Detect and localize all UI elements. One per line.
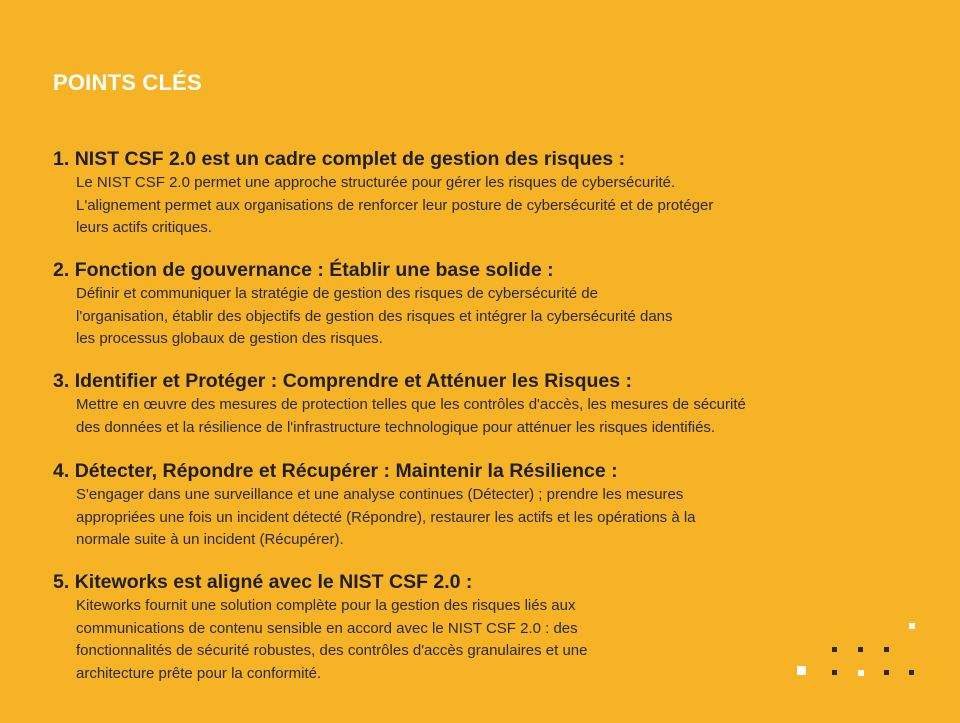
decor-dot xyxy=(884,647,889,652)
body-line: architecture prête pour la conformité. xyxy=(76,664,322,682)
key-point-body xyxy=(76,595,588,685)
key-point-title: Détecter, Répondre et Récupérer : Maintenir la Résilience : xyxy=(74,460,618,482)
key-point-heading xyxy=(53,458,696,484)
body-line: appropriées une fois un incident détecté (Répondre), restaurer les actifs et les opérations à la xyxy=(76,508,696,526)
decor-dot xyxy=(884,670,889,675)
decor-dot xyxy=(858,670,864,676)
page-title: POINTS CLÉS xyxy=(53,70,202,95)
key-point-3 xyxy=(53,368,746,439)
body-line: normale suite à un incident (Récupérer). xyxy=(76,531,344,548)
body-line: fonctionnalités de sécurité robustes, des contrôles d'accès granulaires et une xyxy=(76,642,588,659)
body-line: leurs actifs critiques. xyxy=(76,219,212,236)
decor-dot xyxy=(909,623,915,629)
key-point-2 xyxy=(53,257,673,351)
body-line: Le NIST CSF 2.0 permet une approche structurée pour gérer les risques de cybersécurité. xyxy=(76,174,676,191)
body-line: communications de contenu sensible en accord avec le NIST CSF 2.0 : des xyxy=(76,619,578,637)
body-line: l'organisation, établir des objectifs de gestion des risques et intégrer la cybersécurité dans xyxy=(76,307,673,325)
body-line: Kiteworks fournit une solution complète pour la gestion des risques liés aux xyxy=(76,597,576,614)
body-line: L'alignement permet aux organisations de renforcer leur posture de cybersécurité et de protéger xyxy=(76,196,714,214)
body-line: les processus globaux de gestion des risques. xyxy=(76,330,383,347)
decor-dot xyxy=(858,647,863,652)
decor-dot xyxy=(797,666,806,675)
key-point-title: Identifier et Protéger : Comprendre et Atténuer les Risques : xyxy=(74,370,632,392)
key-point-body xyxy=(76,283,673,351)
key-point-number: 3. xyxy=(53,370,70,392)
key-point-body xyxy=(76,394,746,439)
key-point-heading xyxy=(53,368,746,394)
key-point-title: Fonction de gouvernance : Établir une base solide : xyxy=(74,259,554,281)
key-point-body xyxy=(76,484,696,552)
key-point-heading xyxy=(53,146,713,172)
body-line: S'engager dans une surveillance et une analyse continues (Détecter) ; prendre les mesures xyxy=(76,486,684,503)
body-line: des données et la résilience de l'infrastructure technologique pour atténuer les risques identifiés. xyxy=(76,418,716,436)
key-point-title: Kiteworks est aligné avec le NIST CSF 2.0 : xyxy=(74,571,473,593)
body-line: Mettre en œuvre des mesures de protection telles que les contrôles d'accès, les mesures de sécurité xyxy=(76,396,746,413)
key-point-number: 2. xyxy=(53,259,70,281)
key-point-5 xyxy=(53,569,588,685)
decor-dot xyxy=(832,647,837,652)
key-point-body xyxy=(76,172,713,240)
key-point-4 xyxy=(53,458,696,552)
key-point-number: 1. xyxy=(53,148,70,170)
key-point-1 xyxy=(53,146,713,240)
key-point-heading xyxy=(53,257,673,283)
key-point-number: 4. xyxy=(53,460,70,482)
decor-dot xyxy=(909,670,914,675)
key-point-heading xyxy=(53,569,588,595)
key-point-number: 5. xyxy=(53,571,70,593)
decor-dot xyxy=(832,670,837,675)
body-line: Définir et communiquer la stratégie de gestion des risques de cybersécurité de xyxy=(76,285,598,302)
key-point-title: NIST CSF 2.0 est un cadre complet de gestion des risques : xyxy=(74,148,626,170)
